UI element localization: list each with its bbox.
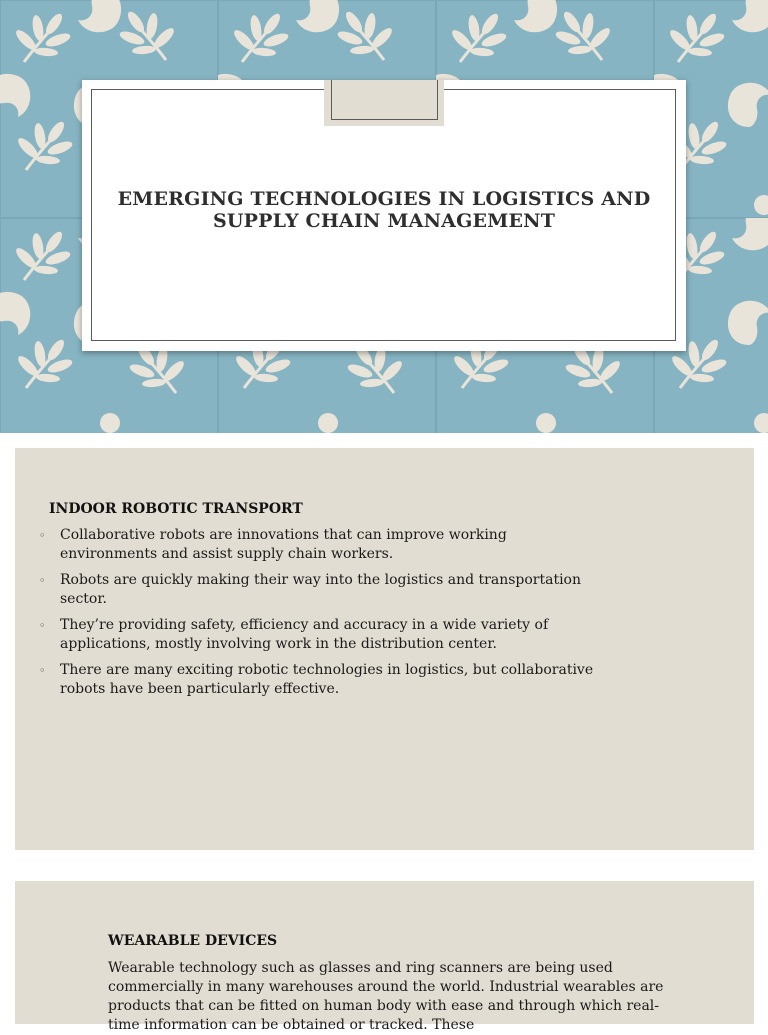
bullet-circle-icon: ◦: [39, 529, 46, 542]
bullet-text: They’re providing safety, efficiency and accuracy in a wide variety of applications, mostly involving work in the distribution center.: [60, 617, 549, 652]
bullet-circle-icon: ◦: [39, 664, 46, 677]
title-card-tab-border: [331, 80, 438, 120]
title-slide: [0, 0, 768, 433]
bullet-circle-icon: ◦: [39, 574, 46, 587]
section-paragraph: Wearable technology such as glasses and ring scanners are being used commercially in many warehouses around the world. Industrial wearables are products that can be fitted on human body with ease and through which real-time information can be obtained or tracked. These: [108, 960, 664, 1033]
bullet-item: [39, 571, 599, 609]
bullet-item: [39, 526, 599, 564]
bullet-item: [39, 616, 599, 654]
section-heading: WEARABLE DEVICES: [108, 933, 278, 949]
bullet-list: [39, 526, 599, 706]
bullet-text: Robots are quickly making their way into the logistics and transportation sector.: [60, 572, 581, 607]
bullet-text: There are many exciting robotic technologies in logistics, but collaborative robots have been particularly effective.: [60, 662, 594, 697]
section-heading: INDOOR ROBOTIC TRANSPORT: [49, 501, 303, 517]
slide-wearable-devices: [15, 881, 754, 1033]
title-card-tab: [324, 80, 444, 126]
bullet-circle-icon: ◦: [39, 619, 46, 632]
presentation-title: EMERGING TECHNOLOGIES IN LOGISTICS AND SUPPLY CHAIN MANAGEMENT: [117, 188, 651, 232]
slide-indoor-robotic-transport: [15, 448, 754, 850]
bullet-item: [39, 661, 599, 699]
bullet-text: Collaborative robots are innovations that can improve working environments and assist supply chain workers.: [60, 527, 507, 562]
